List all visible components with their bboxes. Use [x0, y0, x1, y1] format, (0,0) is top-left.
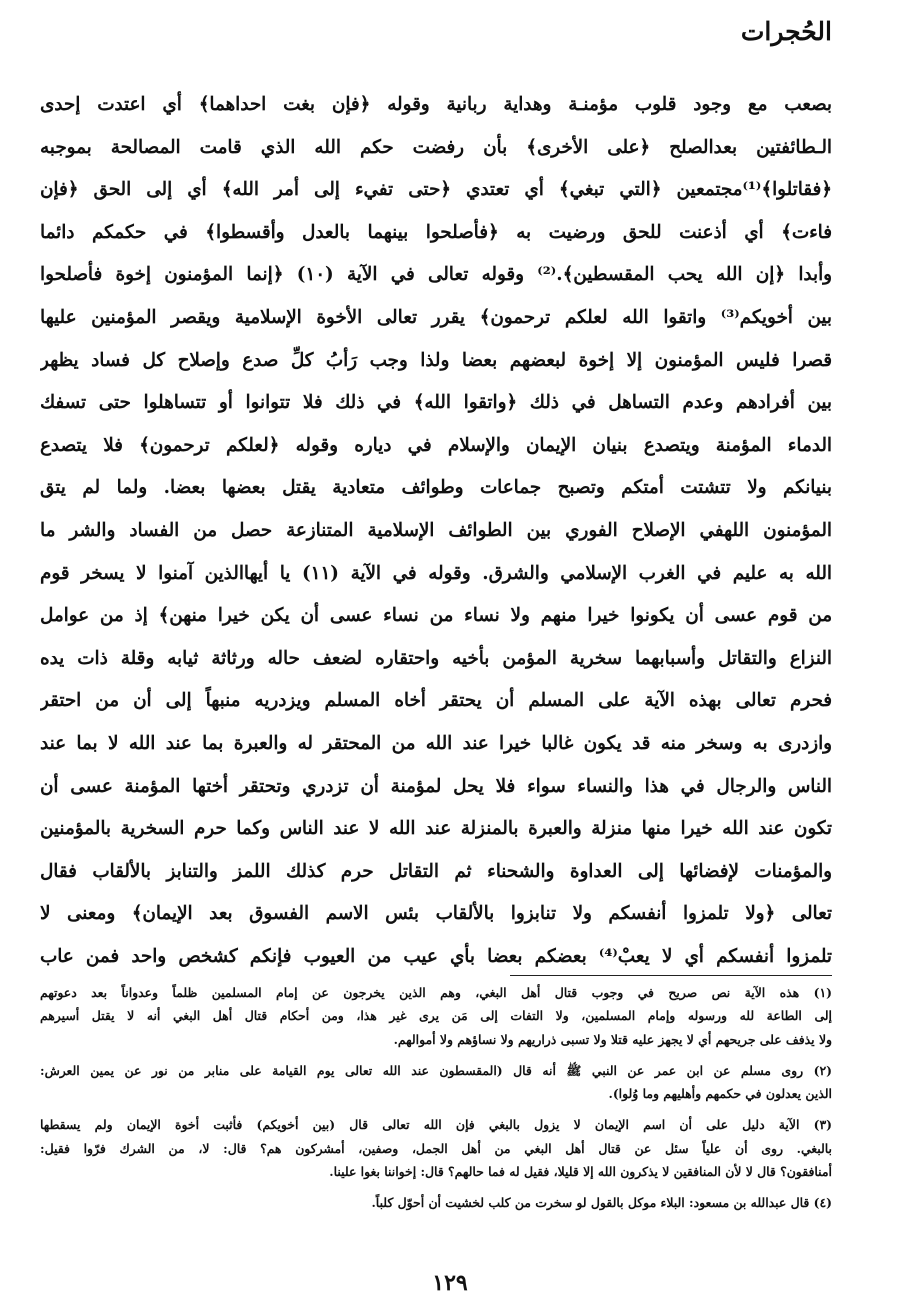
- body-line: المؤمنون اللهفي الإصلاح الفوري بين الطوائف الإسلامية المتنازعة حصل من الفساد والشر ما: [40, 519, 832, 541]
- body-line: بصعب مع وجود قلوب مؤمنـة وهداية ربانية وقوله ﴿فإن بغت احداهما﴾ أي اعتدت إحدى: [40, 94, 832, 115]
- body-line: الناس والرجال في هذا والنساء سواء فلا يحل لمؤمنة أن تزدري وتحتقر أختها المؤمنة عسى أن: [40, 775, 832, 797]
- body-line: تكون عند الله خيرا منها منزلة والعبرة بالمنزلة عند الله لا عند الناس وكما حرم السخرية بالمؤمنين: [40, 818, 832, 840]
- body-line: وأبدا ﴿إن الله يحب المقسطين﴾.⁽²⁾ وقوله تعالى في الآية (١٠) ﴿إنما المؤمنون إخوة فأصلحوا: [40, 264, 832, 286]
- body-line: الدماء المؤمنة ويتصدع بنيان الإيمان والإسلام في دياره وقوله ﴿لعلكم ترحمون﴾ فلا يتصدع: [40, 434, 832, 456]
- body-line: النزاع والتقاتل وأسبابهما سخرية المؤمن بأخيه واحتقاره لضعف حاله ورثاثة ثيابه وقلة ذات يده: [40, 647, 832, 669]
- footnote-4: [40, 1191, 832, 1214]
- footnote-gap: [40, 1183, 832, 1191]
- footnote-line: (٢) روى مسلم عن ابن عمر عن النبي ﷺ أنه قال (المقسطون عند الله تعالى يوم القيامة على منابر من نور عن يمين العرش:: [40, 1062, 832, 1078]
- body-line: والمؤمنات لإفضائها إلى العداوة والشحناء ثم التقاتل حرم كذلك اللمز والتنابز بالألقاب فقال: [40, 860, 832, 882]
- body-line: الله به عليم في الغرب الإسلامي والشرق. وقوله في الآية (١١) يا أيهاالذين آمنوا لا يسخر قوم: [40, 562, 832, 584]
- body-line: فاءت﴾ أي أذعنت للحق ورضيت به ﴿فأصلحوا بينهما بالعدل وأقسطوا﴾ في حكمكم دائما: [40, 221, 832, 243]
- footnote-2: [40, 1059, 832, 1106]
- footnote-line: أمنافقون؟ قال لا لأن المنافقين لا يذكرون الله إلا قليلا، فقيل له فما حالهم؟ قال: إخواننا بغوا علينا.: [329, 1164, 832, 1180]
- footnote-3: [40, 1113, 832, 1183]
- body-line: وازدرى به وسخر منه قد يكون غالبا خيرا عند الله من المحتقر له والعبرة بما عند الله لا بما عند: [40, 732, 832, 754]
- footnote-line: إلى الطاعة لله ورسوله وإمام المسلمين، ولا التفات إلى مَن يرى غير هذا، ومن أحكام قتال أهل البغي أنه لا يقتل أسيرهم: [40, 1008, 832, 1024]
- footnote-gap: [40, 1051, 832, 1059]
- body-line: الـطائفتين بعدالصلح ﴿على الأخرى﴾ بأن رفضت حكم الله الذي قامت المصالحة بموجبه: [40, 136, 832, 158]
- body-text: [40, 84, 832, 978]
- running-head: الحُجرات: [740, 17, 832, 46]
- body-line: قصرا فليس المؤمنون إلا إخوة لبعضهم بعضا ولذا وجب رَأبُ كلِّ صدع وإصلاح كل فساد يظهر: [40, 349, 832, 371]
- footnote-line: (٣) الآية دليل على أن اسم الإيمان لا يزول بالبغي فإن الله تعالى قال (بين أخويكم) فأثبت أخوة الإيمان ولم يسقطها: [40, 1117, 832, 1133]
- footnotes: [40, 981, 832, 1215]
- footnote-line: بالبغي. روى أن علياً سئل عن قتال أهل البغي من أهل الجمل، وصفين، أمشركون هم؟ قال: لا، من الشرك فرّوا فقيل:: [40, 1140, 832, 1156]
- body-line: بنيانكم ولا تتشتت أمتكم وتصبح جماعات وطوائف متعادية يقتل بعضها بعضا. ولما لم يتق: [40, 477, 832, 499]
- footnote-line: ولا يذفف على جريحهم أي لا يجهز عليه قتلا ولا تسبى ذراريهم ولا نساؤهم ولا أموالهم.: [393, 1031, 832, 1047]
- body-line: تعالى ﴿ولا تلمزوا أنفسكم ولا تنابزوا بالألقاب بئس الاسم الفسوق بعد الإيمان﴾ ومعنى لا: [40, 903, 832, 925]
- body-line: ﴿فقاتلوا﴾⁽¹⁾مجتمعين ﴿التي تبغي﴾ أي تعتدي ﴿حتى تفيء إلى أمر الله﴾ أي إلى الحق ﴿فإن: [40, 179, 832, 201]
- page-number: ١٢٩: [432, 1270, 468, 1296]
- body-line: بين أفرادهم وعدم التساهل في ذلك ﴿واتقوا الله﴾ في ذلك فلا تتوانوا أو تتساهلوا حتى تسفك: [40, 392, 832, 414]
- body-line: تلمزوا أنفسكم أي لا يعبْ⁽⁴⁾ بعضكم بعضا بأي عيب من العيوب فإنكم كشخص واحد فمن عاب: [40, 945, 832, 967]
- footnote-line: (١) هذه الآية نص صريح في وجوب قتال أهل البغي، وهم الذين يخرجون عن إمام المسلمين ظلماً وعدواناً بعد دعوتهم: [40, 985, 832, 1000]
- body-line: فحرم تعالى بهذه الآية على المسلم أن يحتقر أخاه المسلم ويزدريه منبهاً إلى أن من احتقر: [40, 690, 832, 712]
- footnote-line: الذين يعدلون في حكمهم وأهليهم وما وُلوا).: [608, 1086, 832, 1102]
- footnote-gap: [40, 1105, 832, 1113]
- footnote-separator: [510, 975, 832, 976]
- body-line: من قوم عسى أن يكونوا خيرا منهم ولا نساء من نساء عسى أن يكن خيرا منهن﴾ إذ من عوامل: [40, 605, 832, 627]
- footnote-1: [40, 981, 832, 1051]
- footnote-line: (٤) قال عبدالله بن مسعود: البلاء موكل بالقول لو سخرت من كلب لخشيت أن أحوّل كلباً.: [371, 1195, 832, 1211]
- body-line: بين أخويكم⁽³⁾ واتقوا الله لعلكم ترحمون﴾ يقرر تعالى الأخوة الإسلامية ويقصر المؤمنين عليها: [40, 306, 832, 328]
